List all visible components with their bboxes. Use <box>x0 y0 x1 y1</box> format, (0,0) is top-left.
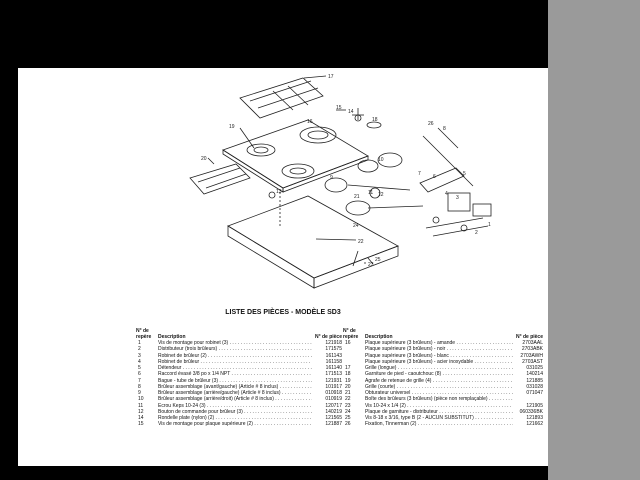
part-description: Plaque supérieure (3 brûleurs) - acier inoxydable . . . <box>365 359 513 365</box>
svg-text:8: 8 <box>443 126 446 132</box>
part-number: 161158 <box>312 359 342 365</box>
part-description: Bague - tube de brûleur (3) . . . <box>158 378 312 384</box>
part-ref-number: 19 <box>345 377 351 384</box>
part-number: 031025 <box>513 365 543 371</box>
part-number: 121565 <box>312 415 342 421</box>
part-number: 121931 <box>312 378 342 384</box>
part-description: Vis de montage pour robinet (3) . . . <box>158 340 312 346</box>
part-description: Robinet de brûleur (2) . . . <box>158 353 312 359</box>
exploded-parts-diagram <box>18 68 548 308</box>
part-number: 161140 <box>312 365 342 371</box>
part-description: Robinet de brûleur . . . <box>158 359 312 365</box>
part-ref-number: 23 <box>345 402 351 409</box>
document-page <box>18 68 548 466</box>
part-description: Détendeur . . . <box>158 365 312 371</box>
part-description: Vis de montage pour plaque supérieure (2) . . . <box>158 421 312 427</box>
part-ref-number: 20 <box>345 383 351 390</box>
left-black-margin <box>0 0 18 480</box>
svg-text:26: 26 <box>428 121 434 127</box>
part-number: 121893 <box>513 415 543 421</box>
svg-text:19: 19 <box>229 124 235 130</box>
part-ref-number: 11 <box>138 402 144 409</box>
svg-text:15: 15 <box>336 105 342 111</box>
part-description: Plaque de garniture - distributeur . . . <box>365 409 513 415</box>
svg-text:9: 9 <box>330 175 333 181</box>
col-desc-header: Description <box>158 333 186 340</box>
part-ref-number: 14 <box>138 415 144 421</box>
part-number: 060336BK <box>513 409 543 415</box>
parts-list-title: LISTE DES PIÈCES - MODÈLE SD3 <box>225 309 341 316</box>
bottom-black-bar <box>0 466 548 480</box>
svg-text:22: 22 <box>358 239 364 245</box>
diagram-callouts <box>201 74 491 268</box>
part-number: 2703AAL <box>513 340 543 346</box>
part-description: Écrou Keps 10-24 (3) . . . <box>158 403 312 409</box>
part-ref-number: 25 <box>345 415 351 421</box>
svg-text:13: 13 <box>276 189 282 195</box>
part-ref-number: 4 <box>138 358 141 365</box>
part-number: 010918 <box>312 390 342 396</box>
svg-text:14: 14 <box>348 109 354 115</box>
part-ref-number: 10 <box>138 396 144 403</box>
svg-text:5: 5 <box>463 171 466 177</box>
part-description: Brûleur assemblage (arrière/gauche) (Article # 8 inclus) . . . <box>158 390 312 396</box>
part-number: 121905 <box>513 403 543 409</box>
part-description: Garniture de pied - caoutchouc (8) . . . <box>365 371 513 377</box>
part-ref-number: 24 <box>345 408 351 415</box>
part-description: Plaque supérieure (3 brûleurs) - noir . . . <box>365 346 513 352</box>
svg-text:10: 10 <box>378 157 384 163</box>
svg-text:7: 7 <box>418 171 421 177</box>
table-row <box>343 421 543 427</box>
part-description: Rondelle plate (nylon) (2) . . . <box>158 415 312 421</box>
part-number: 121885 <box>513 378 543 384</box>
part-description: Obturateur universel . . . <box>365 390 513 396</box>
col-desc-header: Description <box>365 333 393 340</box>
part-number: 140219 <box>312 409 342 415</box>
part-ref-number: 8 <box>138 383 141 390</box>
part-number: 171513 <box>312 371 342 377</box>
part-description: Raccord évasé 3/8 po x 1/4 NPT . . . <box>158 371 312 377</box>
part-description: Plaque supérieure (3 brûleurs) - amande . . . <box>365 340 513 346</box>
part-ref-number: 12 <box>138 408 144 415</box>
col-rep-header: N° de repère <box>343 328 359 340</box>
part-number: 2703ABK <box>513 346 543 352</box>
part-ref-number: 2 <box>138 346 141 353</box>
svg-text:16: 16 <box>307 119 313 125</box>
part-description: Grille (longue) . . . <box>365 365 513 371</box>
part-number: 071047 <box>513 390 543 396</box>
svg-text:21: 21 <box>354 194 360 200</box>
part-ref-number: 17 <box>345 365 351 371</box>
part-description: Plaque supérieure (3 brûleurs) - blanc . . . <box>365 353 513 359</box>
part-ref-number: 18 <box>345 371 351 378</box>
part-ref-number: 21 <box>345 390 351 396</box>
part-ref-number: 22 <box>345 396 351 403</box>
part-ref-number: 7 <box>138 377 141 384</box>
part-description: Distributeur (trois brûleurs) . . . <box>158 346 312 352</box>
part-ref-number: 9 <box>138 390 141 396</box>
part-number: 121887 <box>312 421 342 427</box>
part-ref-number: 16 <box>345 340 351 346</box>
part-ref-number: 26 <box>345 421 351 428</box>
part-description: Agrafe de retenue de grille (4) . . . <box>365 378 513 384</box>
part-description: Grille (courte) . . . <box>365 384 513 390</box>
part-number: 010919 <box>312 396 342 402</box>
part-number: 2703AWH <box>513 353 543 359</box>
part-number: 2703AST <box>513 359 543 365</box>
part-description: Bouton de commande pour brûleur (3) . . . <box>158 409 312 415</box>
parts-list-left <box>136 320 342 428</box>
svg-text:12: 12 <box>378 192 384 198</box>
col-no-header: N° de pièce <box>314 333 342 340</box>
part-number: 121918 <box>312 340 342 346</box>
svg-text:11: 11 <box>368 190 374 196</box>
svg-text:23: 23 <box>368 262 374 268</box>
part-description: Brûleur assemblage (avant/gauche) (Article # 8 inclus) . . . <box>158 384 312 390</box>
part-number: 171575 <box>312 346 342 352</box>
part-number: 120717 <box>312 403 342 409</box>
part-ref-number: 3 <box>138 352 141 359</box>
svg-text:25: 25 <box>375 257 381 263</box>
part-number: 140214 <box>513 371 543 377</box>
right-gray-margin <box>548 0 640 480</box>
svg-text:17: 17 <box>328 74 334 80</box>
part-description: Brûleur assemblage (arrière/droit) (Article # 8 inclus) . . . <box>158 396 312 402</box>
part-description: Boîte des brûleurs (3 brûleurs) (pièce non remplaçable) . . . <box>365 396 513 402</box>
part-number: 101917 <box>312 384 342 390</box>
svg-text:4: 4 <box>445 191 448 197</box>
parts-list-right <box>343 320 543 428</box>
svg-text:3: 3 <box>456 195 459 201</box>
part-description: Vis 8-18 x 3/16, type B (2 - AUCUN SUBSTITUT) . . . <box>365 415 513 421</box>
svg-text:2: 2 <box>475 230 478 236</box>
col-no-header: N° de pièce <box>515 333 543 340</box>
svg-text:20: 20 <box>201 156 207 162</box>
part-number: 121662 <box>513 421 543 427</box>
part-number: 161143 <box>312 353 342 359</box>
part-ref-number: 5 <box>138 365 141 371</box>
parts-list-header <box>136 320 342 340</box>
part-number: 031028 <box>513 384 543 390</box>
svg-text:18: 18 <box>372 117 378 123</box>
table-row <box>136 421 342 427</box>
top-black-bar <box>0 0 640 68</box>
part-description: Fixation, Tinnerman (2) . . . <box>365 421 513 427</box>
part-ref-number: 15 <box>138 421 144 428</box>
part-description: Vis 10-24 x 1/4 (2) . . . <box>365 403 513 409</box>
svg-text:24: 24 <box>353 223 359 229</box>
col-rep-header: N° de repère <box>136 328 152 340</box>
part-ref-number: 1 <box>138 340 141 346</box>
svg-text:6: 6 <box>433 174 436 180</box>
svg-text:1: 1 <box>488 222 491 228</box>
parts-list-header <box>343 320 543 340</box>
part-ref-number: 6 <box>138 371 141 378</box>
